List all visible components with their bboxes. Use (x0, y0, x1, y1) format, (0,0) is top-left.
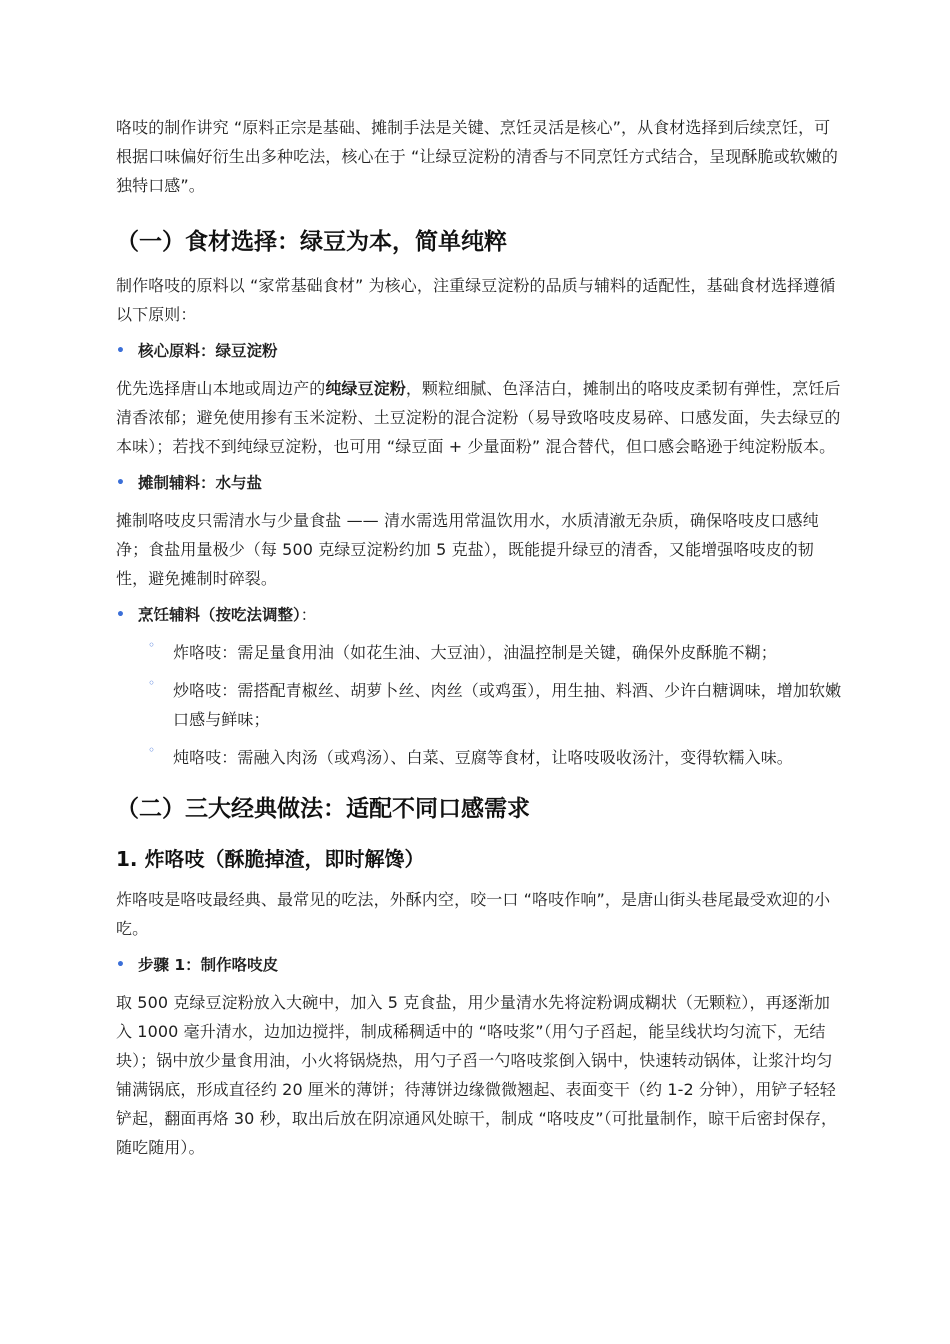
sub-item-text: 炖咯吱：需融入肉汤（或鸡汤）、白菜、豆腐等食材，让咯吱吸收汤汁，变得软糯入味。 (173, 748, 793, 767)
sub-list-item (116, 743, 846, 772)
bullet-step-1 (116, 951, 846, 980)
aux-ingredient-paragraph: 摊制咯吱皮只需清水与少量食盐 —— 清水需选用常温饮用水，水质清澈无杂质，确保咯吱皮口感纯净；食盐用量极少（每 500 克绿豆淀粉约加 5 克盐），既能提升绿豆的清香，又能增强咯吱皮的韧性，避免摊制时碎裂。 (116, 511, 819, 588)
emphasis-text: 纯绿豆淀粉 (325, 379, 406, 398)
text-run: ，颗粒细腻、色泽洁白，摊制出的咯吱皮柔韧有弹性，烹饪后清香浓郁；避免使用掺有玉米淀粉、土豆淀粉的混合淀粉（易导致咯吱皮易碎、口感发面，失去绿豆的本味）；若找不到纯绿豆淀粉，也可用 “绿豆面 + 少量面粉” 混合替代，但口感会略逊于纯淀粉版本。 (116, 379, 841, 456)
section-1-heading: （一）食材选择：绿豆为本，简单纯粹 (116, 229, 507, 255)
intro-paragraph: 咯吱的制作讲究 “原料正宗是基础、摊制手法是关键、烹饪灵活是核心”，从食材选择到后续烹饪，可根据口味偏好衍生出多种吃法，核心在于 “让绿豆淀粉的清香与不同烹饪方式结合，呈现酥脆或软嫩的独特口感”。 (116, 118, 838, 195)
bullet-suffix: ： (300, 606, 317, 624)
bullet-icon: • (116, 475, 125, 491)
core-ingredient-paragraph (116, 374, 846, 461)
sub-list-item (116, 638, 846, 667)
bullet-icon: • (116, 343, 125, 359)
subsection-heading: 1. 炸咯吱（酥脆掉渣，即时解馋） (116, 847, 425, 871)
sub-bullet-icon: ◦ (148, 743, 156, 757)
bullet-label: 步骤 1：制作咯吱皮 (138, 956, 279, 974)
section-2-heading: （二）三大经典做法：适配不同口感需求 (116, 796, 530, 822)
sub-bullet-icon: ◦ (148, 638, 156, 652)
step-1-paragraph: 取 500 克绿豆淀粉放入大碗中，加入 5 克食盐，用少量清水先将淀粉调成糊状（无颗粒），再逐渐加入 1000 毫升清水，边加边搅拌，制成稀稠适中的 “咯吱浆”（用勺子舀起，能呈线状均匀流下，无结块）；锅中放少量食用油，小火将锅烧热，用勺子舀一勺咯吱浆倒入锅中，快速转动锅体，让浆汁均匀铺满锅底，形成直径约 20 厘米的薄饼；待薄饼边缘微微翘起、表面变干（约 1-2 分钟），用铲子轻轻铲起，翻面再烙 30 秒，取出后放在阴凉通风处晾干，制成 “咯吱皮”（可批量制作，晾干后密封保存，随吃随用）。 (116, 993, 838, 1157)
bullet-icon: • (116, 957, 125, 973)
bullet-label: 烹饪辅料（按吃法调整） (138, 606, 301, 624)
bullet-label: 摊制辅料：水与盐 (138, 474, 263, 492)
bullet-label: 核心原料：绿豆淀粉 (138, 342, 278, 360)
bullet-cooking-ingredient (116, 601, 846, 630)
bullet-core-ingredient (116, 337, 846, 366)
sub-item-text: 炸咯吱：需足量食用油（如花生油、大豆油），油温控制是关键，确保外皮酥脆不糊； (173, 643, 777, 662)
text-run: 优先选择唐山本地或周边产的 (116, 379, 326, 398)
sub-bullet-icon: ◦ (148, 676, 156, 690)
bullet-aux-ingredient (116, 469, 846, 498)
bullet-icon: • (116, 607, 125, 623)
section-1-intro: 制作咯吱的原料以 “家常基础食材” 为核心，注重绿豆淀粉的品质与辅料的适配性，基础食材选择遵循以下原则： (116, 276, 836, 324)
sub-list-item (116, 676, 846, 734)
subsection-intro: 炸咯吱是咯吱最经典、最常见的吃法，外酥内空，咬一口 “咯吱作响”，是唐山街头巷尾最受欢迎的小吃。 (116, 890, 831, 938)
sub-item-text: 炒咯吱：需搭配青椒丝、胡萝卜丝、肉丝（或鸡蛋），用生抽、料酒、少许白糖调味，增加软嫩口感与鲜味； (173, 681, 842, 729)
document-page (116, 113, 846, 1170)
